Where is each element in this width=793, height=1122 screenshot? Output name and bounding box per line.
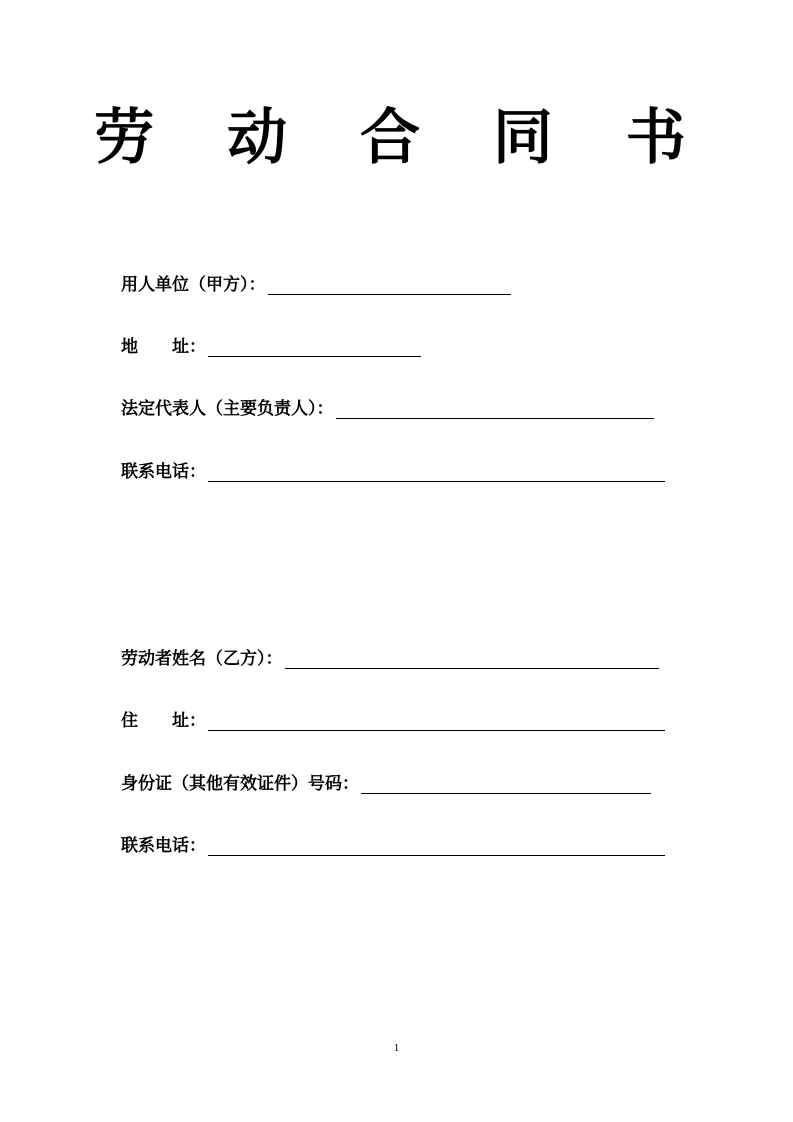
party-b-phone-label: 联系电话： [121, 836, 206, 856]
residence-input-line[interactable] [208, 710, 665, 731]
address-label-first: 地 [121, 337, 138, 357]
page-number: 1 [393, 1042, 400, 1054]
worker-name-label: 劳动者姓名（乙方）： [121, 649, 283, 669]
residence-label [121, 710, 206, 732]
document-title: 劳 动 合 同 书 [94, 103, 712, 173]
address-input-line[interactable] [208, 336, 421, 357]
residence-field [121, 704, 665, 732]
party-a-phone-input-line[interactable] [208, 461, 665, 482]
worker-name-field [121, 642, 659, 670]
employer-input-line[interactable] [268, 274, 511, 295]
address-label-second: 址： [172, 337, 206, 357]
party-a-phone-field [121, 455, 665, 483]
employer-label: 用人单位（甲方）： [121, 275, 266, 295]
worker-name-input-line[interactable] [285, 648, 659, 669]
legal-rep-input-line[interactable] [336, 398, 654, 419]
residence-label-first: 住 [121, 711, 138, 731]
party-a-phone-label: 联系电话： [121, 462, 206, 482]
address-field [121, 330, 421, 358]
residence-label-second: 址： [172, 711, 206, 731]
legal-rep-label: 法定代表人（主要负责人）： [121, 399, 334, 419]
party-b-phone-field [121, 829, 665, 857]
address-label [121, 336, 206, 358]
id-number-field [121, 767, 651, 795]
id-number-input-line[interactable] [361, 773, 651, 794]
legal-rep-field [121, 392, 654, 420]
id-number-label: 身份证（其他有效证件）号码： [121, 774, 359, 794]
employer-field [121, 268, 511, 296]
party-b-phone-input-line[interactable] [208, 835, 665, 856]
